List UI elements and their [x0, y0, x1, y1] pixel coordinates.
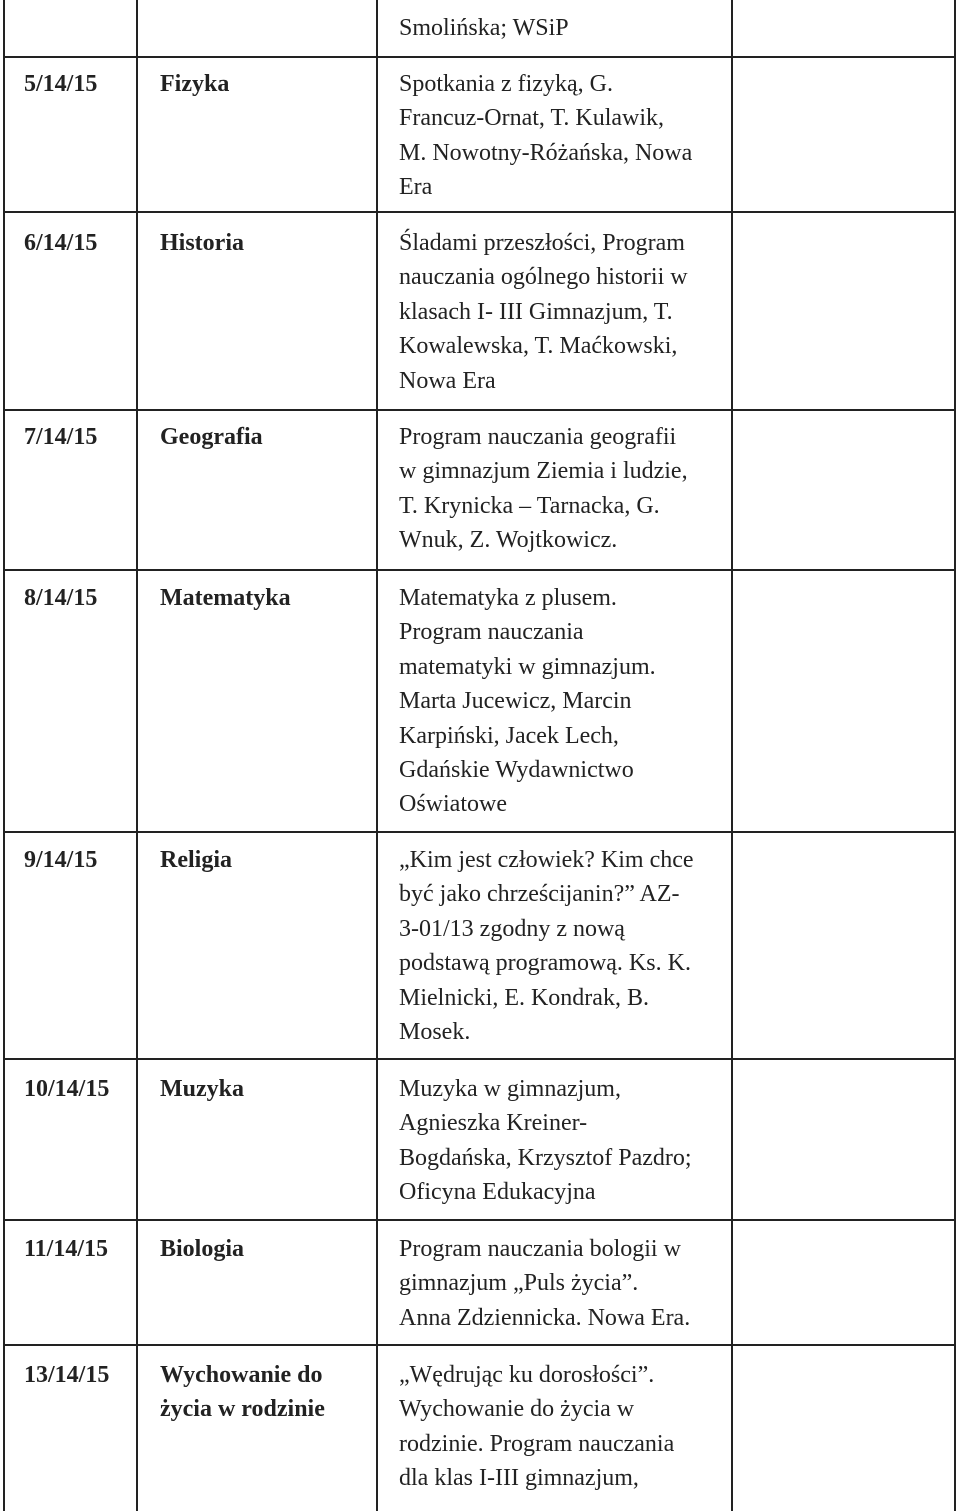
- program-cell: Smolińska; WSiP: [399, 15, 569, 41]
- program-cell: Spotkania z fizyką, G. Francuz-Ornat, T. Kulawik, M. Nowotny-Różańska, Nowa Era: [399, 71, 693, 201]
- row-divider: [3, 569, 956, 571]
- table-border-left: [3, 0, 5, 1511]
- column-divider-2: [376, 0, 378, 1511]
- program-cell: Program nauczania geografii w gimnazjum Ziemia i ludzie, T. Krynicka – Tarnacka, G. Wnuk, Z. Wojtkowicz.: [399, 424, 688, 554]
- column-divider-1: [136, 0, 138, 1511]
- column-divider-3: [731, 0, 733, 1511]
- row-divider: [3, 1344, 956, 1346]
- row-divider: [3, 56, 956, 58]
- number-cell: 13/14/15: [24, 1362, 110, 1388]
- subject-cell: Historia: [160, 230, 244, 256]
- number-cell: 9/14/15: [24, 847, 98, 873]
- subject-cell: Muzyka: [160, 1076, 244, 1102]
- subject-cell: Geografia: [160, 424, 263, 450]
- subject-cell: Biologia: [160, 1236, 245, 1262]
- row-divider: [3, 409, 956, 411]
- number-cell: 7/14/15: [24, 424, 98, 450]
- number-cell: 6/14/15: [24, 230, 98, 256]
- number-cell: 5/14/15: [24, 71, 98, 97]
- subject-cell: Wychowanie do życia w rodzinie: [160, 1362, 325, 1423]
- subject-cell: Matematyka: [160, 585, 291, 611]
- number-cell: 8/14/15: [24, 585, 98, 611]
- subject-cell: Fizyka: [160, 71, 230, 97]
- table-border-right: [954, 0, 956, 1511]
- number-cell: 11/14/15: [24, 1236, 109, 1262]
- program-cell: Muzyka w gimnazjum, Agnieszka Kreiner- Bogdańska, Krzysztof Pazdro; Oficyna Edukacyjna: [399, 1076, 692, 1206]
- program-cell: „Wędrując ku dorosłości”. Wychowanie do życia w rodzinie. Program nauczania dla klas I-III gimnazjum,: [399, 1362, 675, 1492]
- subject-cell: Religia: [160, 847, 232, 873]
- row-divider: [3, 211, 956, 213]
- row-divider: [3, 1219, 956, 1221]
- program-cell: Program nauczania bologii w gimnazjum „Puls życia”. Anna Zdziennicka. Nowa Era.: [399, 1236, 691, 1331]
- row-divider: [3, 1058, 956, 1060]
- program-cell: Matematyka z plusem. Program nauczania matematyki w gimnazjum. Marta Jucewicz, Marcin Karpiński, Jacek Lech, Gdańskie Wydawnictwo Oświatowe: [399, 585, 656, 818]
- row-divider: [3, 831, 956, 833]
- program-cell: „Kim jest człowiek? Kim chce być jako chrześcijanin?” AZ- 3-01/13 zgodny z nową podstawą programową. Ks. K. Mielnicki, E. Kondrak, B. Mosek.: [399, 847, 694, 1046]
- program-cell: Śladami przeszłości, Program nauczania ogólnego historii w klasach I- III Gimnazjum, T. Kowalewska, T. Maćkowski, Nowa Era: [399, 230, 688, 394]
- number-cell: 10/14/15: [24, 1076, 110, 1102]
